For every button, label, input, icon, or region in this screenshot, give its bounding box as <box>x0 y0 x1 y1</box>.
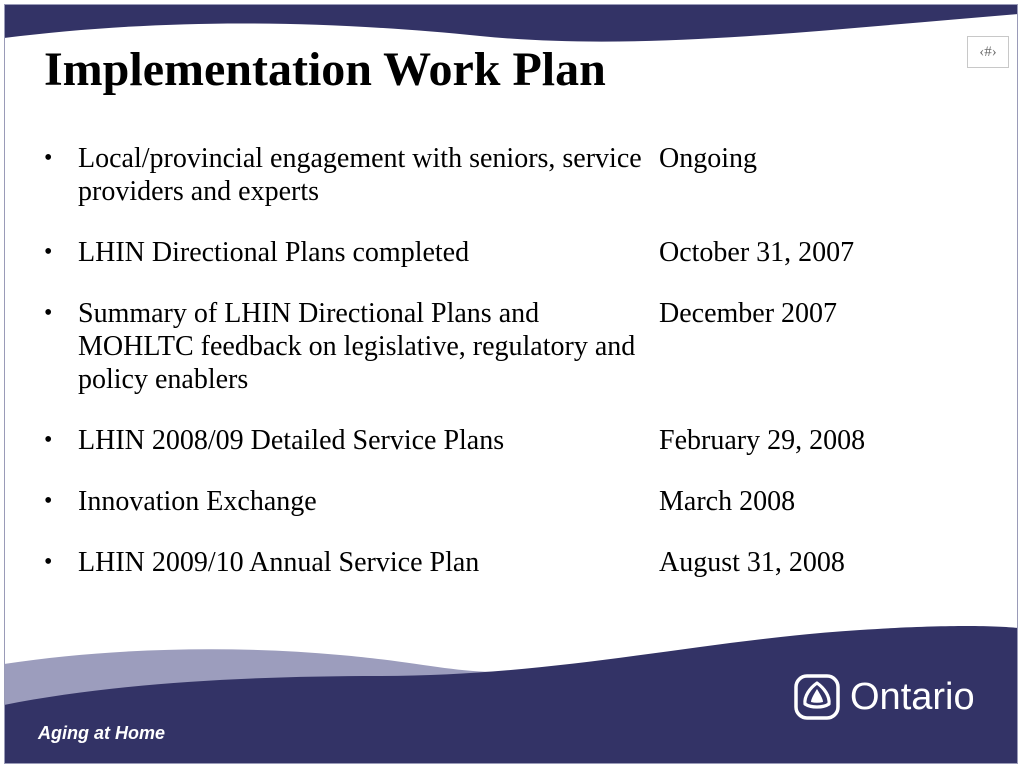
task-text: Local/provincial engagement with seniors, service providers and experts <box>78 143 642 207</box>
ontario-logo <box>794 674 975 720</box>
list-item <box>44 236 944 269</box>
task-text: LHIN Directional Plans completed <box>78 237 470 268</box>
task-date: March 2008 <box>659 486 796 517</box>
bullet: • <box>44 549 53 575</box>
trillium-icon <box>794 674 840 720</box>
bullet: • <box>44 145 53 171</box>
bullet: • <box>44 427 53 453</box>
work-plan-list <box>44 142 944 607</box>
list-item <box>44 142 944 208</box>
list-item <box>44 424 944 457</box>
list-item <box>44 546 944 579</box>
task-date: February 29, 2008 <box>659 425 866 456</box>
task-text: Summary of LHIN Directional Plans and MOHLTC feedback on legislative, regulatory and policy enablers <box>78 298 636 395</box>
list-item <box>44 297 944 396</box>
footer-program-name: Aging at Home <box>38 723 166 743</box>
bullet: • <box>44 239 53 265</box>
task-text: LHIN 2008/09 Detailed Service Plans <box>78 425 505 456</box>
list-item <box>44 485 944 518</box>
page-number-placeholder: ‹#› <box>967 36 1009 68</box>
task-text: Innovation Exchange <box>78 486 317 517</box>
logo-wordmark: Ontario <box>850 675 975 718</box>
task-date: December 2007 <box>659 298 838 329</box>
task-text: LHIN 2009/10 Annual Service Plan <box>78 547 480 578</box>
bullet: • <box>44 300 53 326</box>
bullet: • <box>44 488 53 514</box>
task-date: Ongoing <box>659 143 757 174</box>
page-title: Implementation Work Plan <box>44 43 606 96</box>
task-date: August 31, 2008 <box>659 547 845 578</box>
task-date: October 31, 2007 <box>659 237 855 268</box>
